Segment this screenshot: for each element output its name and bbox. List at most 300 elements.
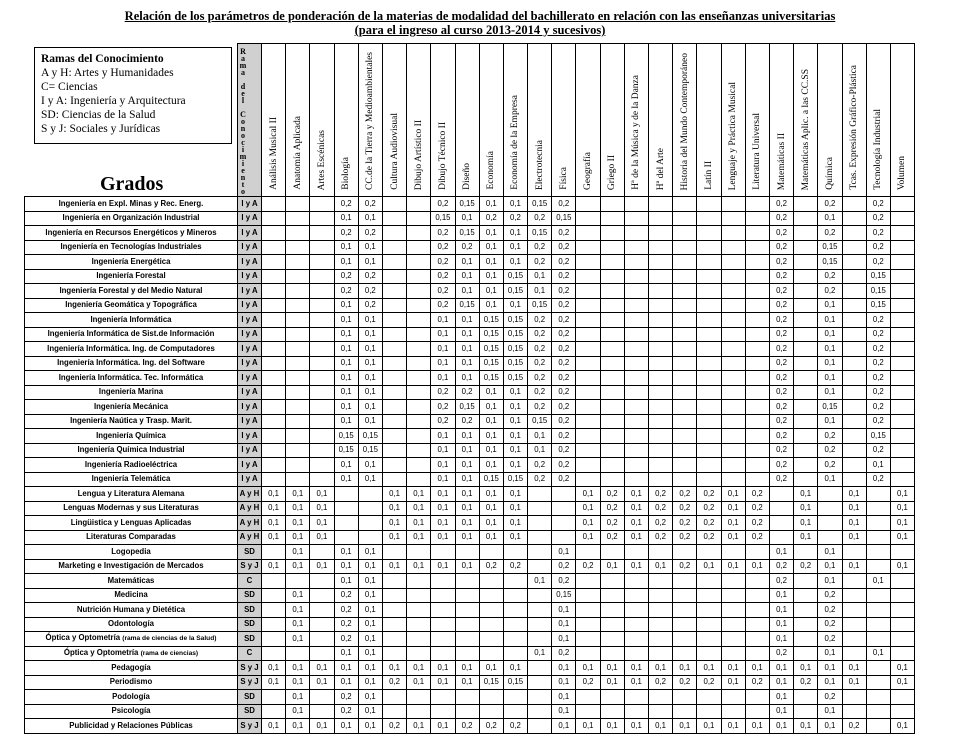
weight-cell bbox=[624, 443, 648, 458]
rama-code: I y A bbox=[238, 298, 262, 313]
weight-cell bbox=[528, 675, 552, 690]
weight-cell bbox=[818, 487, 842, 502]
table-row bbox=[25, 400, 915, 415]
weight-cell bbox=[455, 632, 479, 647]
weight-cell bbox=[552, 487, 576, 502]
weight-cell bbox=[818, 530, 842, 545]
weight-cell: 0,2 bbox=[528, 472, 552, 487]
weight-cell bbox=[407, 603, 431, 618]
weight-cell bbox=[745, 269, 769, 284]
weight-cell bbox=[745, 371, 769, 386]
subject-header bbox=[697, 44, 721, 197]
weight-cell: 0,15 bbox=[503, 313, 527, 328]
weight-cell: 0,1 bbox=[745, 661, 769, 676]
weight-cell: 0,15 bbox=[455, 298, 479, 313]
weight-cell bbox=[262, 226, 286, 241]
weight-cell bbox=[382, 298, 406, 313]
weight-cell: 0,1 bbox=[552, 545, 576, 560]
weight-cell bbox=[310, 342, 334, 357]
weight-cell: 0,1 bbox=[818, 661, 842, 676]
weight-cell: 0,1 bbox=[431, 675, 455, 690]
weight-cell: 0,1 bbox=[818, 646, 842, 661]
table-row bbox=[25, 443, 915, 458]
weight-cell bbox=[794, 197, 818, 212]
weight-cell: 0,1 bbox=[358, 313, 382, 328]
weight-cell bbox=[407, 342, 431, 357]
weight-cell bbox=[600, 545, 624, 560]
degree-name-text: Ingeniería en Tecnologías Industriales bbox=[60, 242, 202, 252]
grados-label: Grados bbox=[100, 173, 164, 195]
weight-cell: 0,1 bbox=[358, 690, 382, 705]
weight-cell bbox=[624, 371, 648, 386]
weight-cell bbox=[528, 545, 552, 560]
weight-cell bbox=[697, 545, 721, 560]
weight-cell: 0,2 bbox=[866, 443, 890, 458]
weight-cell: 0,1 bbox=[624, 516, 648, 531]
degree-name-text: Ingeniería Marina bbox=[98, 387, 164, 397]
weight-cell bbox=[503, 617, 527, 632]
weight-cell bbox=[552, 530, 576, 545]
weight-cell: 0,1 bbox=[455, 269, 479, 284]
weight-cell: 0,1 bbox=[842, 661, 866, 676]
degree-name bbox=[25, 255, 238, 270]
weight-cell: 0,1 bbox=[358, 704, 382, 719]
weight-cell bbox=[624, 632, 648, 647]
weight-cell bbox=[890, 429, 914, 444]
rama-code: SD bbox=[238, 704, 262, 719]
weight-cell: 0,2 bbox=[769, 313, 793, 328]
weight-cell: 0,1 bbox=[455, 443, 479, 458]
weight-cell bbox=[890, 472, 914, 487]
weight-cell: 0,2 bbox=[697, 487, 721, 502]
weight-cell: 0,1 bbox=[890, 661, 914, 676]
weight-cell: 0,1 bbox=[455, 429, 479, 444]
weight-cell: 0,15 bbox=[479, 675, 503, 690]
degree-name-text: Publicidad y Relaciones Públicas bbox=[69, 720, 193, 730]
weight-cell: 0,1 bbox=[890, 719, 914, 734]
weight-cell bbox=[382, 690, 406, 705]
weight-cell bbox=[600, 240, 624, 255]
weight-cell bbox=[286, 400, 310, 415]
weight-cell: 0,1 bbox=[382, 516, 406, 531]
weight-cell bbox=[890, 603, 914, 618]
weight-cell: 0,1 bbox=[576, 719, 600, 734]
weight-cell: 0,2 bbox=[673, 675, 697, 690]
weight-cell bbox=[721, 458, 745, 473]
weight-cell bbox=[794, 603, 818, 618]
weight-cell bbox=[890, 574, 914, 589]
subject-header bbox=[721, 44, 745, 197]
weight-cell bbox=[431, 632, 455, 647]
weight-cell: 0,1 bbox=[334, 559, 358, 574]
degree-name-text: Psicología bbox=[111, 706, 151, 716]
weight-cell: 0,1 bbox=[600, 661, 624, 676]
degree-name bbox=[25, 371, 238, 386]
weight-cell bbox=[503, 588, 527, 603]
degree-name-text: Pedagogía bbox=[111, 662, 151, 672]
weight-cell bbox=[697, 240, 721, 255]
weight-cell bbox=[382, 429, 406, 444]
weight-cell: 0,1 bbox=[334, 414, 358, 429]
weight-cell: 0,1 bbox=[455, 487, 479, 502]
table-row bbox=[25, 530, 915, 545]
rama-header bbox=[238, 44, 262, 197]
weight-cell bbox=[455, 704, 479, 719]
weight-cell bbox=[528, 719, 552, 734]
weight-cell bbox=[528, 487, 552, 502]
subject-header-label: Matemáticas II bbox=[776, 132, 787, 190]
weight-cell bbox=[745, 632, 769, 647]
weight-cell bbox=[866, 516, 890, 531]
table-row bbox=[25, 501, 915, 516]
weight-cell: 0,2 bbox=[769, 211, 793, 226]
degree-name bbox=[25, 414, 238, 429]
weight-cell bbox=[310, 690, 334, 705]
weight-cell bbox=[649, 704, 673, 719]
weight-cell: 0,15 bbox=[528, 298, 552, 313]
weight-cell bbox=[842, 414, 866, 429]
weight-cell: 0,2 bbox=[866, 356, 890, 371]
degree-name-text: Literaturas Comparadas bbox=[86, 532, 176, 542]
rama-code: I y A bbox=[238, 400, 262, 415]
weight-cell: 0,2 bbox=[818, 603, 842, 618]
weight-cell: 0,15 bbox=[358, 443, 382, 458]
weight-cell: 0,1 bbox=[624, 675, 648, 690]
weight-cell: 0,1 bbox=[503, 414, 527, 429]
weight-cell: 0,2 bbox=[818, 617, 842, 632]
degree-name bbox=[25, 487, 238, 502]
weight-cell bbox=[382, 255, 406, 270]
weight-cell bbox=[745, 646, 769, 661]
weight-cell bbox=[479, 632, 503, 647]
weight-cell: 0,1 bbox=[576, 530, 600, 545]
subject-header-label: Geografía bbox=[583, 152, 594, 190]
weight-cell: 0,1 bbox=[890, 487, 914, 502]
table-row bbox=[25, 487, 915, 502]
weight-cell: 0,15 bbox=[528, 414, 552, 429]
weight-cell: 0,1 bbox=[818, 385, 842, 400]
weight-cell: 0,2 bbox=[818, 284, 842, 299]
page-subtitle: (para el ingreso al curso 2013-2014 y sucesivos) bbox=[354, 23, 606, 37]
weight-cell bbox=[866, 530, 890, 545]
weight-cell: 0,2 bbox=[673, 487, 697, 502]
weight-cell bbox=[262, 298, 286, 313]
degree-name bbox=[25, 269, 238, 284]
subject-header bbox=[431, 44, 455, 197]
weight-cell bbox=[310, 298, 334, 313]
weight-cell bbox=[552, 501, 576, 516]
weight-cell bbox=[334, 530, 358, 545]
weight-cell bbox=[382, 603, 406, 618]
weight-cell: 0,1 bbox=[358, 414, 382, 429]
weight-cell: 0,15 bbox=[866, 298, 890, 313]
weight-cell: 0,1 bbox=[479, 298, 503, 313]
weight-cell: 0,1 bbox=[262, 719, 286, 734]
weight-cell: 0,15 bbox=[503, 284, 527, 299]
weight-cell bbox=[310, 371, 334, 386]
weight-cell: 0,1 bbox=[818, 327, 842, 342]
weight-cell: 0,2 bbox=[769, 197, 793, 212]
weight-cell bbox=[721, 226, 745, 241]
weight-cell: 0,1 bbox=[479, 269, 503, 284]
weight-cell bbox=[600, 443, 624, 458]
weight-cell bbox=[600, 690, 624, 705]
weight-cell bbox=[407, 574, 431, 589]
weight-cell: 0,2 bbox=[649, 501, 673, 516]
weight-cell bbox=[673, 414, 697, 429]
weight-cell: 0,2 bbox=[769, 472, 793, 487]
weight-cell: 0,1 bbox=[455, 661, 479, 676]
weight-cell bbox=[697, 400, 721, 415]
weight-cell: 0,1 bbox=[503, 298, 527, 313]
weight-cell bbox=[890, 385, 914, 400]
weight-cell: 0,1 bbox=[528, 646, 552, 661]
degree-name-text: Ingeniería Informática. Tec. Informática bbox=[58, 372, 204, 382]
weight-cell bbox=[382, 458, 406, 473]
weight-cell bbox=[673, 284, 697, 299]
weight-cell: 0,1 bbox=[310, 530, 334, 545]
weight-cell bbox=[890, 211, 914, 226]
weight-cell bbox=[649, 617, 673, 632]
weight-cell bbox=[624, 690, 648, 705]
weight-cell: 0,2 bbox=[479, 559, 503, 574]
subject-header bbox=[455, 44, 479, 197]
weight-cell bbox=[842, 284, 866, 299]
weight-cell: 0,1 bbox=[769, 545, 793, 560]
weight-cell bbox=[286, 385, 310, 400]
weight-cell bbox=[649, 385, 673, 400]
weight-cell bbox=[697, 632, 721, 647]
weight-cell: 0,1 bbox=[407, 530, 431, 545]
weight-cell: 0,2 bbox=[334, 632, 358, 647]
weight-cell bbox=[794, 458, 818, 473]
weight-cell bbox=[745, 327, 769, 342]
weight-cell: 0,2 bbox=[503, 211, 527, 226]
weight-cell: 0,1 bbox=[600, 675, 624, 690]
weight-cell: 0,1 bbox=[697, 719, 721, 734]
weight-cell bbox=[528, 501, 552, 516]
weight-cell: 0,2 bbox=[358, 226, 382, 241]
weight-cell: 0,15 bbox=[503, 356, 527, 371]
weight-cell bbox=[890, 458, 914, 473]
weight-cell bbox=[745, 429, 769, 444]
weight-cell: 0,1 bbox=[479, 661, 503, 676]
weight-cell: 0,1 bbox=[286, 603, 310, 618]
weight-cell: 0,2 bbox=[866, 472, 890, 487]
weight-cell: 0,1 bbox=[358, 327, 382, 342]
weight-cell bbox=[745, 284, 769, 299]
weight-cell bbox=[262, 385, 286, 400]
weight-cell bbox=[310, 327, 334, 342]
weight-cell: 0,1 bbox=[310, 719, 334, 734]
weight-cell: 0,1 bbox=[866, 574, 890, 589]
rama-code: A y H bbox=[238, 487, 262, 502]
weight-cell bbox=[697, 255, 721, 270]
weight-cell bbox=[721, 472, 745, 487]
weight-cell: 0,2 bbox=[334, 269, 358, 284]
weight-cell bbox=[624, 704, 648, 719]
weight-cell bbox=[262, 197, 286, 212]
weight-cell bbox=[649, 327, 673, 342]
subject-header-label: Análisis Musical II bbox=[268, 117, 279, 190]
weight-cell bbox=[624, 603, 648, 618]
weight-cell bbox=[600, 269, 624, 284]
weight-cell bbox=[697, 617, 721, 632]
weight-cell: 0,2 bbox=[769, 371, 793, 386]
weight-cell bbox=[455, 617, 479, 632]
weight-cell bbox=[382, 632, 406, 647]
weight-cell: 0,15 bbox=[479, 371, 503, 386]
weight-cell bbox=[600, 226, 624, 241]
weight-cell: 0,2 bbox=[769, 240, 793, 255]
weight-cell: 0,15 bbox=[358, 429, 382, 444]
table-row bbox=[25, 284, 915, 299]
weight-cell: 0,1 bbox=[842, 516, 866, 531]
weight-cell bbox=[842, 385, 866, 400]
weight-cell: 0,2 bbox=[552, 458, 576, 473]
weight-cell: 0,1 bbox=[455, 675, 479, 690]
subject-header bbox=[866, 44, 890, 197]
weight-cell: 0,1 bbox=[455, 530, 479, 545]
rama-code: I y A bbox=[238, 197, 262, 212]
weight-cell: 0,2 bbox=[528, 240, 552, 255]
weight-cell bbox=[576, 429, 600, 444]
subject-header-label: Tecnología Industrial bbox=[873, 109, 884, 190]
weight-cell: 0,2 bbox=[528, 400, 552, 415]
weight-cell: 0,1 bbox=[866, 646, 890, 661]
weight-cell bbox=[286, 458, 310, 473]
weight-cell: 0,1 bbox=[721, 516, 745, 531]
weight-cell bbox=[842, 269, 866, 284]
weight-cell: 0,15 bbox=[503, 327, 527, 342]
table-row bbox=[25, 240, 915, 255]
subject-header-label: Dibujo Técnico II bbox=[437, 122, 448, 190]
degree-name-text: Óptica y Optometría bbox=[63, 647, 139, 657]
subject-header bbox=[576, 44, 600, 197]
weight-cell bbox=[673, 400, 697, 415]
weight-cell: 0,1 bbox=[431, 356, 455, 371]
weight-cell: 0,1 bbox=[286, 545, 310, 560]
weight-cell bbox=[407, 313, 431, 328]
weight-cell: 0,2 bbox=[528, 327, 552, 342]
weight-cell bbox=[576, 240, 600, 255]
table-row bbox=[25, 661, 915, 676]
weight-cell bbox=[407, 385, 431, 400]
weight-cell bbox=[262, 371, 286, 386]
weight-cell bbox=[576, 414, 600, 429]
weight-cell bbox=[310, 472, 334, 487]
degree-name bbox=[25, 501, 238, 516]
weight-cell bbox=[262, 704, 286, 719]
weight-cell bbox=[649, 342, 673, 357]
weight-cell: 0,1 bbox=[455, 501, 479, 516]
weight-cell bbox=[286, 240, 310, 255]
weight-cell: 0,2 bbox=[794, 675, 818, 690]
weight-cell bbox=[649, 588, 673, 603]
weight-cell bbox=[697, 429, 721, 444]
weight-cell bbox=[576, 603, 600, 618]
weight-cell bbox=[866, 675, 890, 690]
table-row bbox=[25, 226, 915, 241]
weight-cell: 0,1 bbox=[455, 327, 479, 342]
weight-cell bbox=[286, 646, 310, 661]
weight-cell: 0,2 bbox=[769, 255, 793, 270]
weight-cell bbox=[794, 269, 818, 284]
subject-header bbox=[552, 44, 576, 197]
degree-name bbox=[25, 690, 238, 705]
weight-cell bbox=[431, 704, 455, 719]
weight-cell bbox=[600, 298, 624, 313]
weight-cell: 0,2 bbox=[769, 226, 793, 241]
weight-cell bbox=[649, 458, 673, 473]
table-row bbox=[25, 313, 915, 328]
weight-cell bbox=[262, 617, 286, 632]
rama-code: I y A bbox=[238, 313, 262, 328]
weight-cell: 0,1 bbox=[624, 661, 648, 676]
weight-cell: 0,1 bbox=[310, 675, 334, 690]
weight-cell bbox=[262, 240, 286, 255]
weight-cell: 0,15 bbox=[479, 472, 503, 487]
weight-cell: 0,15 bbox=[528, 197, 552, 212]
weight-cell bbox=[721, 269, 745, 284]
weight-cell bbox=[794, 704, 818, 719]
weight-cell bbox=[624, 385, 648, 400]
weight-cell: 0,2 bbox=[673, 501, 697, 516]
weight-cell bbox=[600, 385, 624, 400]
weight-cell: 0,2 bbox=[382, 719, 406, 734]
weight-cell bbox=[890, 255, 914, 270]
weight-cell: 0,1 bbox=[842, 501, 866, 516]
weight-cell bbox=[310, 617, 334, 632]
weight-cell bbox=[600, 617, 624, 632]
weight-cell: 0,1 bbox=[262, 516, 286, 531]
weight-cell: 0,1 bbox=[842, 530, 866, 545]
weight-cell bbox=[673, 603, 697, 618]
weight-cell: 0,1 bbox=[624, 719, 648, 734]
weight-cell: 0,1 bbox=[382, 661, 406, 676]
subject-header bbox=[407, 44, 431, 197]
weight-cell bbox=[286, 342, 310, 357]
weight-cell bbox=[721, 356, 745, 371]
weight-cell: 0,1 bbox=[455, 458, 479, 473]
weight-cell: 0,2 bbox=[528, 458, 552, 473]
weight-cell bbox=[842, 545, 866, 560]
weight-cell: 0,1 bbox=[552, 704, 576, 719]
weight-cell bbox=[576, 704, 600, 719]
degree-name-text: Odontología bbox=[108, 619, 154, 629]
weight-cell: 0,2 bbox=[528, 371, 552, 386]
degree-name bbox=[25, 385, 238, 400]
degree-name bbox=[25, 400, 238, 415]
weight-cell: 0,1 bbox=[286, 719, 310, 734]
weight-cell bbox=[866, 545, 890, 560]
weight-cell bbox=[262, 313, 286, 328]
degree-name-text: Logopedia bbox=[111, 546, 151, 556]
weight-cell: 0,1 bbox=[503, 458, 527, 473]
weight-cell bbox=[407, 356, 431, 371]
weight-cell: 0,1 bbox=[794, 516, 818, 531]
degree-name-text: Ingeniería Informática. Ing. de Computadores bbox=[47, 343, 215, 353]
weight-cell: 0,2 bbox=[552, 371, 576, 386]
table-row bbox=[25, 197, 915, 212]
weight-cell bbox=[745, 588, 769, 603]
weight-cell: 0,1 bbox=[358, 400, 382, 415]
degree-name-text: Ingeniería Informática. Ing. del Software bbox=[57, 358, 205, 368]
weight-cell: 0,1 bbox=[407, 675, 431, 690]
weight-cell bbox=[310, 197, 334, 212]
legend-line: C= Ciencias bbox=[41, 81, 98, 93]
degree-name-text: Ingeniería Radioeléctrica bbox=[84, 459, 178, 469]
